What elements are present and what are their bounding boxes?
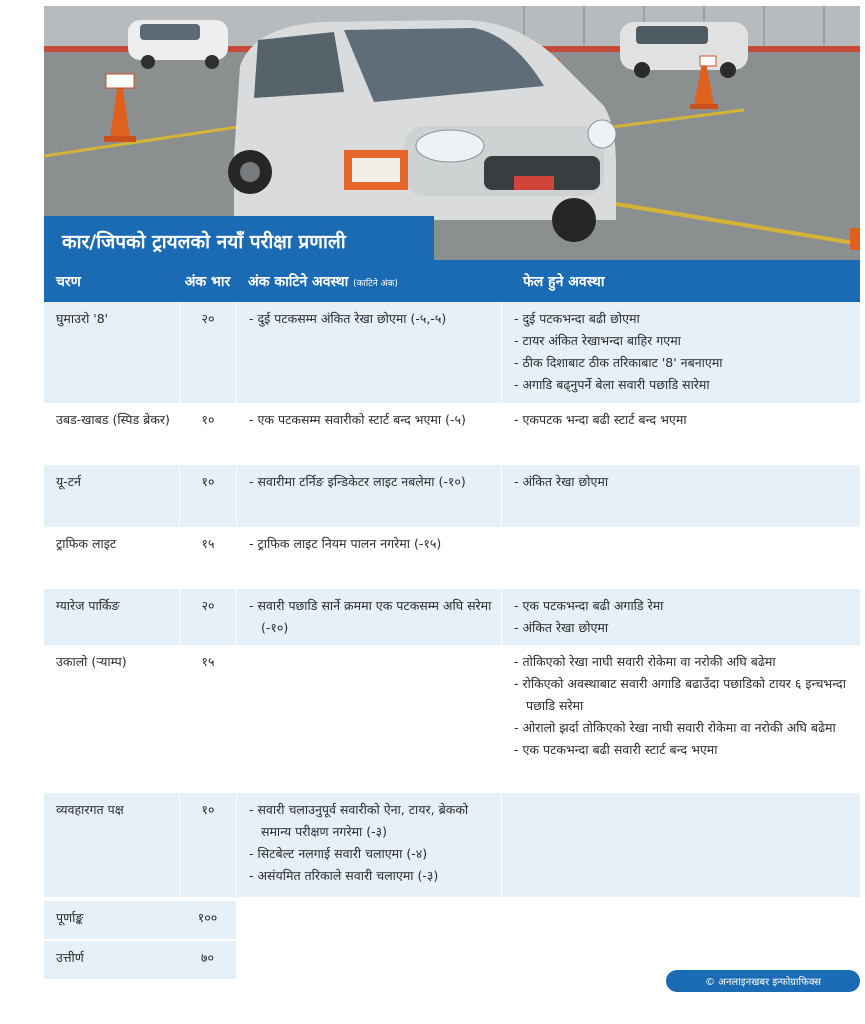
fail-item: - अंकित रेखा छोएमा: [514, 474, 609, 489]
header-fail: फेल हुने अवस्था: [523, 273, 605, 290]
deduction-item: - एक पटकसम्म सवारीको स्टार्ट बन्द भएमा (-५): [249, 412, 466, 427]
trial-scoring-table: [44, 260, 860, 979]
total-value: १००: [197, 910, 218, 925]
table-row: [44, 465, 860, 527]
table-row: [44, 403, 860, 465]
fail-cell: [501, 302, 860, 403]
pass-box: [44, 941, 236, 979]
deduction-cell: [236, 645, 501, 793]
deduction-item: - असंयमित तरिकाले सवारी चलाएमा (-३): [249, 868, 439, 883]
stage-cell: ट्राफिक लाइट: [56, 536, 117, 551]
marks-cell: २०: [179, 302, 236, 403]
fail-item: - अंकित रेखा छोएमा: [514, 620, 609, 635]
fail-cell: [501, 527, 860, 589]
fail-item: - अगाडि बढ्नुपर्ने बेला सवारी पछाडि सारेमा: [514, 377, 710, 392]
deduction-cell: [236, 793, 501, 897]
pass-value: ७०: [200, 950, 214, 965]
stage-cell: उबड-खाबड (स्पिड ब्रेकर): [56, 412, 170, 427]
deduction-cell: [236, 589, 501, 645]
fail-item: - ओरालो झर्दा तोकिएको रेखा नाघी सवारी रोकेमा वा नरोकी अघि बढेमा: [514, 720, 836, 735]
fail-cell: [501, 403, 860, 465]
stage-cell: यू-टर्न: [56, 474, 81, 489]
marks-cell: १०: [179, 465, 236, 527]
table-row: [44, 645, 860, 793]
header-marks: अंक भार: [184, 273, 231, 290]
header-deduction-note: (काटिने अंक): [353, 278, 398, 289]
deduction-cell: [236, 527, 501, 589]
table-row: [44, 302, 860, 403]
fail-cell: [501, 465, 860, 527]
fail-cell: [501, 793, 860, 897]
marks-cell: १५: [179, 645, 236, 793]
deduction-item: - सवारी चलाउनुपूर्व सवारीको ऐना, टायर, ब्रेकको समान्य परीक्षण नगरेमा (-३): [249, 802, 469, 839]
total-label: पूर्णाङ्क: [56, 910, 84, 925]
deduction-item: - सवारी पछाडि सार्ने क्रममा एक पटकसम्म अघि सरेमा (-१०): [249, 598, 492, 635]
deduction-cell: [236, 465, 501, 527]
hero-photo: [44, 6, 860, 260]
deduction-item: - सिटबेल्ट नलगाई सवारी चलाएमा (-४): [249, 846, 428, 861]
header-deduction-label: अंक काटिने अवस्था: [248, 273, 349, 290]
fail-item: - रोकिएको अवस्थाबाट सवारी अगाडि बढाउँदा पछाडिको टायर ६ इन्चभन्दा पछाडि सरेमा: [514, 676, 846, 713]
table-row: [44, 589, 860, 645]
table-row: [44, 793, 860, 897]
fail-cell: [501, 645, 860, 793]
stage-cell: घुमाउरो '8': [56, 311, 109, 326]
table-header: [44, 260, 860, 302]
fail-item: - एक पटकभन्दा बढी सवारी स्टार्ट बन्द भएमा: [514, 742, 718, 757]
fail-item: - ठीक दिशाबाट ठीक तरिकाबाट '8' नबनाएमा: [514, 355, 723, 370]
header-deduction: [236, 272, 501, 291]
pass-label: उत्तीर्ण: [56, 950, 84, 965]
header-stage: चरण: [56, 273, 81, 290]
page-title: कार/जिपको ट्रायलको नयाँ परीक्षा प्रणाली: [44, 216, 434, 260]
total-box: [44, 901, 236, 939]
deduction-cell: [236, 403, 501, 465]
deduction-item: - ट्राफिक लाइट नियम पालन नगरेमा (-१५): [249, 536, 442, 551]
fail-item: - एक पटकभन्दा बढी अगाडि रेमा: [514, 598, 664, 613]
fail-item: - दुई पटकभन्दा बढी छोएमा: [514, 311, 640, 326]
marks-cell: १०: [179, 793, 236, 897]
fail-cell: [501, 589, 860, 645]
fail-item: - तोकिएको रेखा नाघी सवारी रोकेमा वा नरोकी अघि बढेमा: [514, 654, 776, 669]
deduction-item: - दुई पटकसम्म अंकित रेखा छोएमा (-५,-५): [249, 311, 447, 326]
table-body: [44, 302, 860, 979]
deduction-cell: [236, 302, 501, 403]
stage-cell: व्यवहारगत पक्ष: [56, 802, 124, 817]
fail-item: - टायर अंकित रेखाभन्दा बाहिर गएमा: [514, 333, 681, 348]
marks-cell: १०: [179, 403, 236, 465]
credit-badge: © अनलाइनखबर इन्फोग्राफिक्स: [666, 970, 860, 992]
deduction-item: - सवारीमा टर्निङ इन्डिकेटर लाइट नबलेमा (-१०): [249, 474, 466, 489]
marks-cell: १५: [179, 527, 236, 589]
table-row: [44, 527, 860, 589]
marks-cell: २०: [179, 589, 236, 645]
stage-cell: ग्यारेज पार्किङ: [56, 598, 120, 613]
stage-cell: उकालो (र्‍याम्प): [56, 654, 127, 669]
total-row: [44, 901, 860, 939]
fail-item: - एकपटक भन्दा बढी स्टार्ट बन्द भएमा: [514, 412, 687, 427]
